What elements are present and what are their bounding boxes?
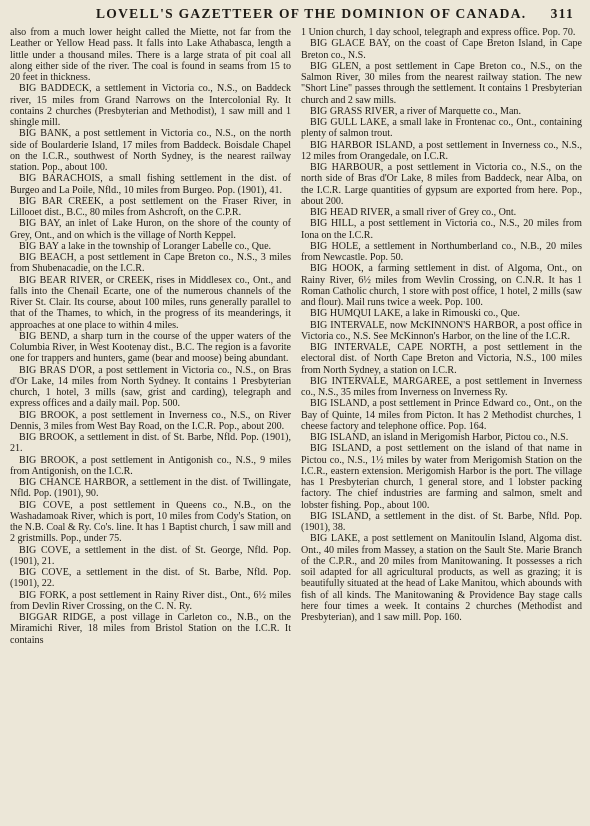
gazetteer-entry: BIG BROOK, a settlement in dist. of St. Barbe, Nfld. Pop. (1901), 21. [10,432,291,455]
gazetteer-entry: BIG COVE, a settlement in the dist. of St. George, Nfld. Pop. (1901), 21. [10,544,291,567]
gazetteer-entry: BIG GULL LAKE, a small lake in Frontenac co., Ont., containing plenty of salmon trout. [301,117,582,140]
gazetteer-entry: BIG GRASS RIVER, a river of Marquette co., Man. [310,105,521,117]
gazetteer-entry: BIG BROOK, a post settlement in Inverness co., N.S., on River Dennis, 3 miles from West Bay Road, on the I.C.R. Pop., about 200. [10,409,291,432]
gazetteer-entry: BIG HEAD RIVER, a small river of Grey co., Ont. [310,207,517,218]
gazetteer-entry: BIG BRAS D'OR, a post settlement in Victoria co., N.S., on Bras d'Or Lake, 14 miles from North Sydney. It contains 1 Presbyterian church, 1 hotel, 3 mills (saw, grist and carding), telegraph and express offices and a daily mail. Pop. 500. [10,364,291,410]
gazetteer-entry: BIG BAR CREEK, a post settlement on the Fraser River, in Lillooet dist., B.C., 80 miles from Ashcroft, on the C.P.R. [10,195,291,218]
gazetteer-entry: BIG INTERVALE, CAPE NORTH, a post settlement in the electoral dist. of North Cape Breton and Victoria, N.S., 100 miles from North Sydney, a station on I.C.R. [301,342,582,376]
columns [10,27,582,646]
gazetteer-entry: BIG ISLAND, an island in Merigomish Harbor, Pictou co., N.S. [310,432,569,443]
gazetteer-entry: BIG BEND, a sharp turn in the course of the upper waters of the Columbia River, in West Kootenay dist., B.C. The region is a favorite one for trappers and hunters, game (bear and moose) being abundant. [10,330,291,365]
gazetteer-entry: BIG BANK, a post settlement in Victoria co., N.S., on the north side of Boularderie Island, 17 miles from Baddeck. Boisdale Chapel on the I.C.R., southwest of North Sydney, is the nearest railway station. Pop., about 100. [10,128,291,173]
gazetteer-entry: BIG ISLAND, a settlement in the dist. of St. Barbe, Nfld. Pop. (1901), 38. [301,510,582,533]
gazetteer-entry: BIG HOOK, a farming settlement in dist. of Algoma, Ont., on Rainy River, 6½ miles from Wevlin Crossing, on C.N.R. It has 1 Roman Catholic church, 1 store with post office, 1 hotel, 2 mills (saw and flour). Mail runs twice a week. Pop. 100. [301,263,582,308]
gazetteer-entry: BIG COVE, a post settlement in Queens co., N.B., on the Washadamoak River, which is port, 10 miles from Cody's Station, on the N.B. Coal & Ry. Co's. line. It has 1 Baptist church, 1 saw mill and 2 gristmills. Pop., under 75. [10,499,291,545]
gazetteer-entry: BIG HUMQUI LAKE, a lake in Rimouski co., Que. [310,308,520,320]
gazetteer-entry: 1 Union church, 1 day school, telegraph and express office. Pop. 70. [301,27,576,38]
gazetteer-entry: BIG BAY a lake in the township of Loranger Labelle co., Que. [19,240,272,252]
gazetteer-entry: BIG HARBOUR, a post settlement in Victoria co., N.S., on the north side of Bras d'Or Lake, 8 miles from Baddeck, near Alba, on the I.C.R. Large quantities of gypsum are exported from here. Pop., about 200. [301,162,582,207]
gazetteer-entry: BIG BROOK, a post settlement in Antigonish co., N.S., 9 miles from Antigonish, on the I.C.R. [10,454,291,477]
gazetteer-entry: BIG CHANCE HARBOR, a settlement in the dist. of Twillingate, Nfld. Pop. (1901), 90. [10,477,291,500]
gazetteer-entry: BIG INTERVALE, now McKINNON'S HARBOR, a post office in Victoria co., N.S. See McKinnon's Harbor, on the line of the I.C.R. [301,319,582,342]
gazetteer-entry: BIG HOLE, a settlement in Northumberland co., N.B., 20 miles from Newcastle. Pop. 50. [301,240,582,263]
gazetteer-entry: BIG HILL, a post settlement in Victoria co., N.S., 20 miles from Iona on the I.C.R. [301,218,582,241]
gazetteer-entry: BIG BARACHOIS, a small fishing settlement in the dist. of Burgeo and La Poile, Nfld., 10 miles from Burgeo. Pop. (1901), 41. [10,173,291,196]
page-number: 311 [550,6,574,21]
running-header [10,3,582,27]
gazetteer-entry: BIG HARBOR ISLAND, a post settlement in Inverness co., N.S., 12 miles from Orangedale, on I.C.R. [301,139,582,162]
gazetteer-entry: BIG GLACE BAY, on the coast of Cape Breton Island, in Cape Breton co., N.S. [301,38,582,61]
gazetteer-entry: also from a much lower height called the Miette, not far from the Leather or Yellow Head pass. It falls into Lake Athabasca, length a little under a thousand miles. There is a large strata of pit coal all along either side of the river. The coal is found in seams from 15 to 20 feet in thickness. [10,27,291,83]
gazetteer-entry: BIG GLEN, a post settlement in Cape Breton co., N.S., on the Salmon River, 30 miles from the nearest railway station. The new "Short Line" passes through the settlement. It contains 1 Presbyterian church and 2 saw mills. [301,60,582,106]
gazetteer-entry: BIG FORK, a post settlement in Rainy River dist., Ont., 6½ miles from Devlin River Crossing, on the C. N. Ry. [10,589,291,612]
gazetteer-entry: BIG ISLAND, a post settlement in Prince Edward co., Ont., on the Bay of Quinte, 14 miles from Picton. It has 2 Methodist churches, 1 cheese factory and telephone office. Pop. 164. [301,398,582,432]
gazetteer-entry: BIGGAR RIDGE, a post village in Carleton co., N.B., on the Miramichi River, 18 miles from Bristol Station on the I.C.R. It contains [10,612,291,646]
gazetteer-entry: BIG BADDECK, a settlement in Victoria co., N.S., on Baddeck river, 15 miles from Grand Narrows on the Intercolonial Ry. It contains 2 churches (Presbyterian and Methodist), 1 saw mill and 1 shingle mill. [10,83,291,128]
gazetteer-entry: BIG ISLAND, a post settlement on the island of that name in Pictou co., N.S., 1½ miles by water from Merigomish Station on the I.C.R., eastern extension. Merigomish Harbor is the port. The village has 1 Presbyterian church, 1 general store, and 1 lobster packing factory. The chief industries are farming and salmon, smelt and lobster fishing. Pop., about 100. [301,443,582,511]
right-column [301,27,582,646]
gazetteer-entry: BIG BAY, an inlet of Lake Huron, on the shore of the county of Grey, Ont., and on which is the village of North Keppel. [10,218,291,241]
left-column [10,27,291,646]
gazetteer-entry: BIG COVE, a settlement in the dist. of St. Barbe, Nfld. Pop. (1901), 22. [10,567,291,590]
gazetteer-entry: BIG INTERVALE, MARGAREE, a post settlement in Inverness co., N.S., 35 miles from Inverness on Inverness Ry. [301,375,582,398]
gazetteer-entry: BIG BEAR RIVER, or CREEK, rises in Middlesex co., Ont., and falls into the Chenail Ecarte, one of the numerous channels of the River St. Clair. Its course, about 100 miles, runs generally parallel to that of the Thames, to which, in the progress of its meanderings, it approaches at one place to within 4 miles. [10,274,291,331]
gazetteer-entry: BIG BEACH, a post settlement in Cape Breton co., N.S., 3 miles from Shubenacadie, on the I.C.R. [10,252,291,275]
gazetteer-entry: BIG LAKE, a post settlement on Manitoulin Island, Algoma dist. Ont., 40 miles from Massey, a station on the Sault Ste. Marie Branch of the C.P.R., and 20 miles from Manitowaning. It possesses a rich soil adapted for all agricultural products, as well as grazing; it is beautifully situated at the head of Lake Manitou, which abounds with fish of all kinds. The Manitowaning & Providence Bay stage calls here four times a week. It contains 2 churches (Methodist and Presbyterian), and 1 saw mill. Pop. 160. [301,533,582,623]
page-title: LOVELL'S GAZETTEER OF THE DOMINION OF CANADA. [96,6,527,21]
